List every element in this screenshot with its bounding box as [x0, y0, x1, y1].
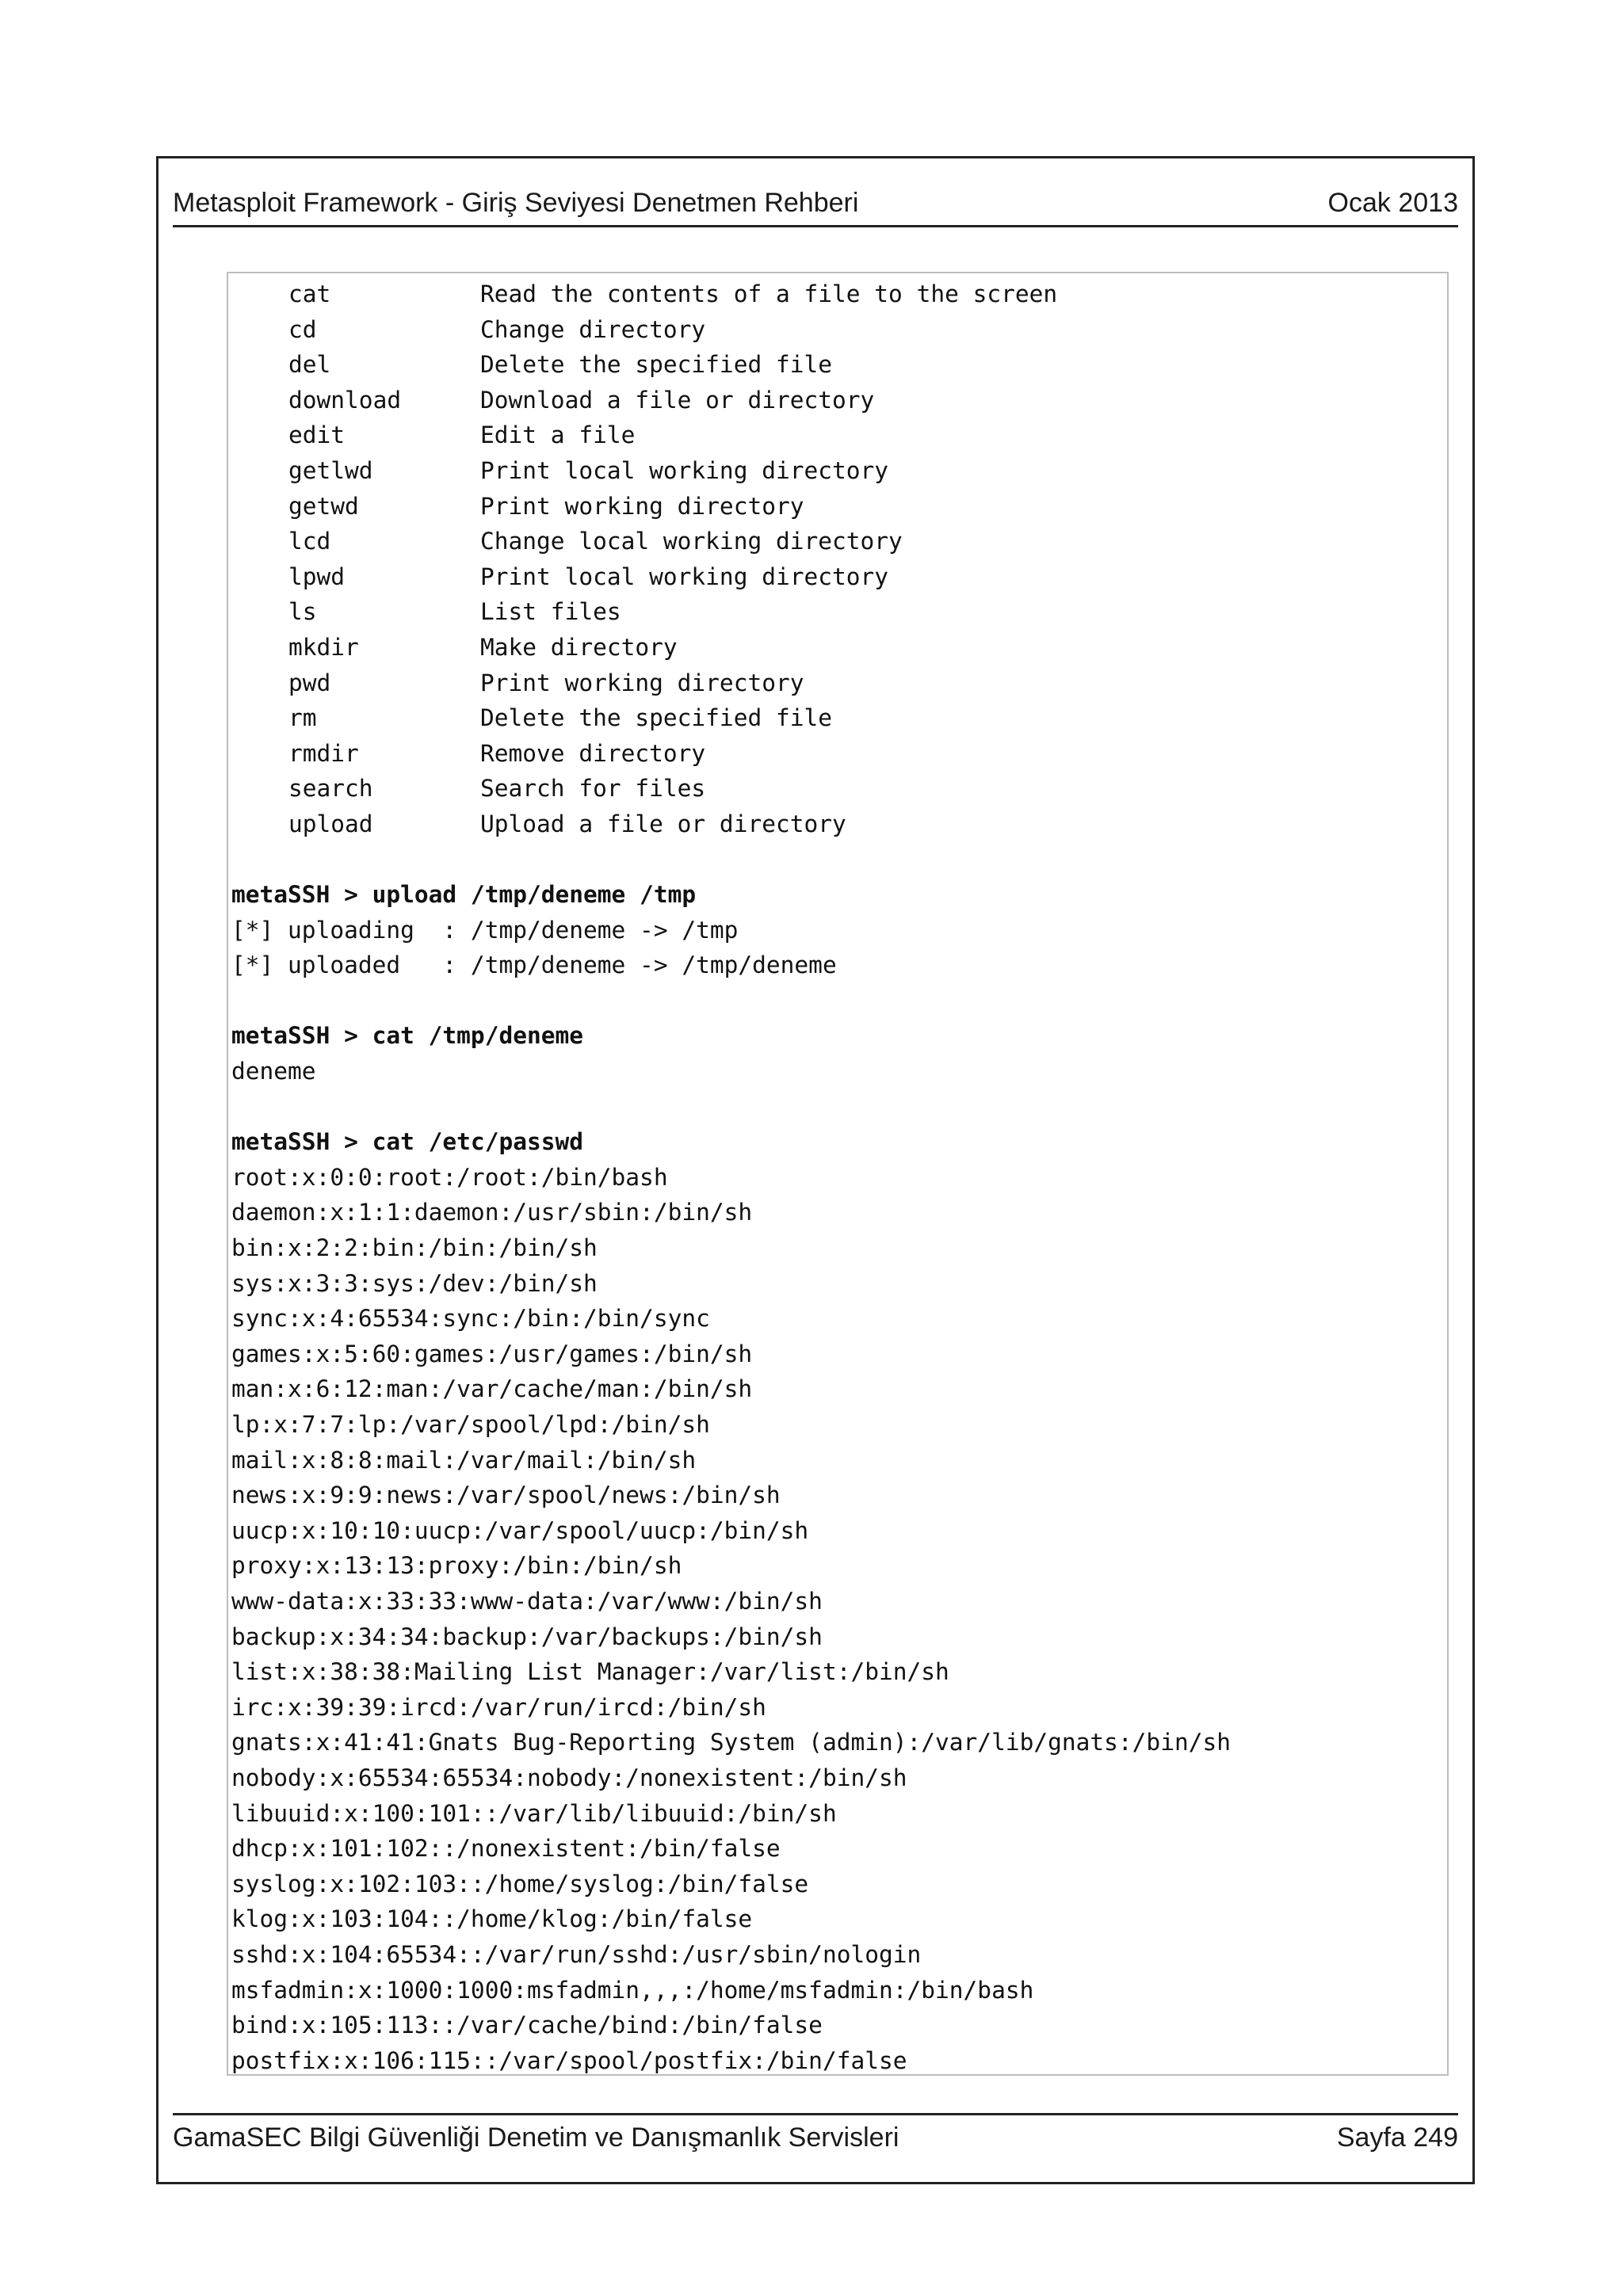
- document-title: Metasploit Framework - Giriş Seviyesi Denetmen Rehberi: [173, 187, 859, 218]
- cat-passwd-prompt: metaSSH > cat /etc/passwd: [231, 1128, 584, 1156]
- command-name: upload: [288, 810, 373, 837]
- cat-passwd-output-line: sshd:x:104:65534::/var/run/sshd:/usr/sbin/nologin: [231, 1940, 922, 1968]
- command-name: search: [288, 775, 373, 803]
- cat-passwd-output-line: irc:x:39:39:ircd:/var/run/ircd:/bin/sh: [231, 1693, 766, 1721]
- command-name: pwd: [288, 669, 331, 696]
- cat-passwd-output-line: www-data:x:33:33:www-data:/var/www:/bin/sh: [231, 1587, 823, 1615]
- code-listing: [227, 272, 1449, 2076]
- terminal-output: [231, 277, 1447, 2076]
- command-row: [231, 347, 1447, 383]
- command-name: getlwd: [288, 456, 373, 484]
- cat-passwd-output-line: uucp:x:10:10:uucp:/var/spool/uucp:/bin/sh: [231, 1516, 809, 1544]
- command-description: Make directory: [480, 633, 678, 661]
- command-name: edit: [288, 421, 346, 449]
- command-name: cd: [288, 315, 317, 343]
- command-name: lcd: [288, 528, 331, 555]
- command-row: [231, 418, 1447, 453]
- cat-passwd-output-line: postfix:x:106:115::/var/spool/postfix:/bin/false: [231, 2046, 907, 2074]
- blank-line: [231, 983, 1447, 1019]
- command-row: [231, 700, 1447, 736]
- command-description: Print working directory: [480, 492, 804, 520]
- command-row: [231, 807, 1447, 842]
- cat-passwd-output-line: root:x:0:0:root:/root:/bin/bash: [231, 1163, 668, 1191]
- command-row: [231, 383, 1447, 418]
- cat-deneme-output-line: deneme: [231, 1058, 316, 1085]
- command-row: [231, 489, 1447, 524]
- command-description: Change local working directory: [480, 528, 903, 555]
- company-name: GamaSEC Bilgi Güvenliği Denetim ve Danışmanlık Servisleri: [173, 2122, 899, 2153]
- cat-passwd-output-line: daemon:x:1:1:daemon:/usr/sbin:/bin/sh: [231, 1199, 753, 1226]
- cat-passwd-output-line: gnats:x:41:41:Gnats Bug-Reporting System (admin):/var/lib/gnats:/bin/sh: [231, 1729, 1231, 1756]
- cat-passwd-output-line: syslog:x:102:103::/home/syslog:/bin/false: [231, 1870, 809, 1897]
- command-description: Print local working directory: [480, 456, 889, 484]
- command-row: [231, 771, 1447, 807]
- cat-passwd-output-line: man:x:6:12:man:/var/cache/man:/bin/sh: [231, 1375, 753, 1403]
- command-description: Print local working directory: [480, 563, 889, 590]
- page-number: Sayfa 249: [1336, 2122, 1458, 2153]
- command-row: [231, 312, 1447, 348]
- cat-passwd-output-line: bind:x:105:113::/var/cache/bind:/bin/false: [231, 2012, 823, 2039]
- document-date: Ocak 2013: [1327, 187, 1458, 218]
- command-name: del: [288, 351, 331, 379]
- command-description: Print working directory: [480, 669, 804, 696]
- command-description: Edit a file: [480, 421, 636, 449]
- cat-passwd-output-line: nobody:x:65534:65534:nobody:/nonexistent:/bin/sh: [231, 1764, 907, 1791]
- command-name: ls: [288, 598, 317, 626]
- command-name: rm: [288, 704, 317, 732]
- cat-passwd-output-line: libuuid:x:100:101::/var/lib/libuuid:/bin/sh: [231, 1799, 837, 1827]
- command-row: [231, 630, 1447, 666]
- command-description: Delete the specified file: [480, 704, 833, 732]
- command-description: Search for files: [480, 775, 706, 803]
- page-header: [173, 181, 1458, 227]
- command-name: getwd: [288, 492, 359, 520]
- cat-passwd-output-line: bin:x:2:2:bin:/bin:/bin/sh: [231, 1234, 598, 1262]
- command-row: [231, 666, 1447, 701]
- command-description: Download a file or directory: [480, 386, 875, 414]
- cat-passwd-output-line: list:x:38:38:Mailing List Manager:/var/list:/bin/sh: [231, 1658, 949, 1686]
- blank-line: [231, 842, 1447, 878]
- command-row: [231, 594, 1447, 630]
- cat-passwd-output-line: dhcp:x:101:102::/nonexistent:/bin/false: [231, 1835, 781, 1863]
- cat-passwd-output-line: sync:x:4:65534:sync:/bin:/bin/sync: [231, 1305, 710, 1333]
- command-description: Read the contents of a file to the screen: [480, 280, 1058, 307]
- cat-passwd-output-line: msfadmin:x:1000:1000:msfadmin,,,:/home/msfadmin:/bin/bash: [231, 1976, 1034, 2004]
- command-name: cat: [288, 280, 331, 307]
- blank-line: [231, 1089, 1447, 1125]
- upload-output-line: [*] uploaded : /tmp/deneme -> /tmp/deneme: [231, 952, 837, 979]
- command-name: lpwd: [288, 563, 346, 590]
- command-row: [231, 453, 1447, 489]
- command-row: [231, 277, 1447, 312]
- command-name: download: [288, 386, 402, 414]
- cat-passwd-output-line: sys:x:3:3:sys:/dev:/bin/sh: [231, 1269, 598, 1297]
- command-description: List files: [480, 598, 621, 626]
- command-row: [231, 524, 1447, 559]
- command-description: Remove directory: [480, 739, 706, 767]
- cat-passwd-output-line: mail:x:8:8:mail:/var/mail:/bin/sh: [231, 1446, 697, 1474]
- cat-passwd-output-line: backup:x:34:34:backup:/var/backups:/bin/sh: [231, 1623, 823, 1650]
- upload-prompt: metaSSH > upload /tmp/deneme /tmp: [231, 881, 697, 909]
- page-footer: [173, 2113, 1458, 2160]
- command-description: Delete the specified file: [480, 351, 833, 379]
- upload-output-line: [*] uploading : /tmp/deneme -> /tmp: [231, 916, 739, 944]
- command-name: rmdir: [288, 739, 359, 767]
- command-description: Upload a file or directory: [480, 810, 846, 837]
- page-frame: [156, 156, 1475, 2184]
- command-name: mkdir: [288, 633, 359, 661]
- cat-deneme-prompt: metaSSH > cat /tmp/deneme: [231, 1022, 584, 1050]
- cat-passwd-output-line: klog:x:103:104::/home/klog:/bin/false: [231, 1905, 753, 1933]
- command-row: [231, 559, 1447, 595]
- cat-passwd-output-line: news:x:9:9:news:/var/spool/news:/bin/sh: [231, 1482, 781, 1509]
- cat-passwd-output-line: games:x:5:60:games:/usr/games:/bin/sh: [231, 1340, 753, 1367]
- command-description: Change directory: [480, 315, 706, 343]
- cat-passwd-output-line: proxy:x:13:13:proxy:/bin:/bin/sh: [231, 1552, 682, 1580]
- cat-passwd-output-line: lp:x:7:7:lp:/var/spool/lpd:/bin/sh: [231, 1411, 710, 1438]
- command-row: [231, 736, 1447, 772]
